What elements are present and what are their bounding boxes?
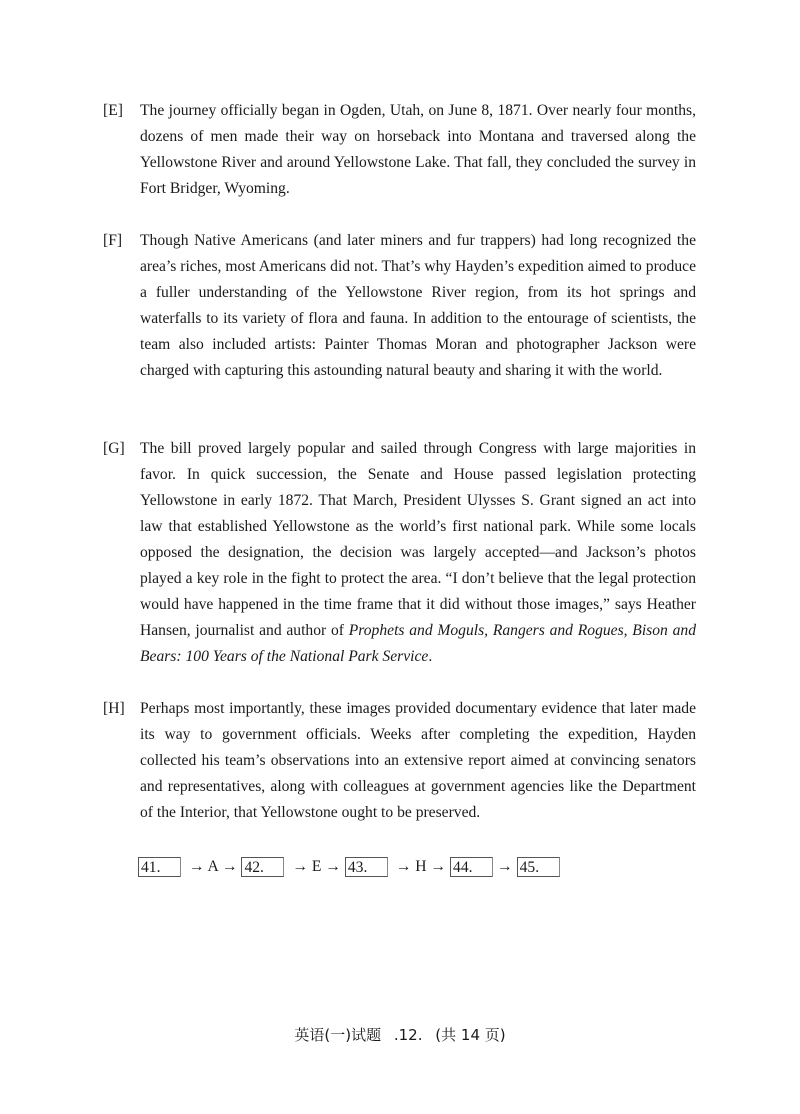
paragraph-text: The journey officially began in Ogden, Utah, on June 8, 1871. Over nearly four months, dozens of men made their way on horseback into Montana and traversed along the Yellowstone River and around Yellowstone Lake. That fall, they concluded the survey in Fort Bridger, Wyoming. <box>140 102 696 197</box>
sequence-separator: → A → <box>185 858 238 875</box>
paragraph-f <box>103 228 696 384</box>
paragraph-label: [F] <box>103 232 123 249</box>
answer-box-41[interactable]: 41. <box>138 857 181 877</box>
sequence-separator: → E → <box>288 858 341 875</box>
paragraph-label: [E] <box>103 102 123 119</box>
answer-box-44[interactable]: 44. <box>450 857 493 877</box>
paragraph-text: Perhaps most importantly, these images provided documentary evidence that later made its way to government officials. Weeks after completing the expedition, Hayden collected his team’s observations into an extensive report aimed at convincing senators and representatives, along with colleagues at government agencies like the Department of the Interior, that Yellowstone ought to be preserved. <box>140 700 696 821</box>
book-title: Prophets and Moguls, Rangers and Rogues, Bison and Bears: 100 Years of the National Park Service <box>140 622 696 665</box>
footer-total-pages: (共 14 页) <box>435 1026 506 1044</box>
paragraph-g <box>103 436 696 670</box>
answer-box-42[interactable]: 42. <box>241 857 284 877</box>
answer-box-45[interactable]: 45. <box>517 857 560 877</box>
sequence-separator: → H → <box>391 858 447 875</box>
paragraph-text <box>140 436 696 670</box>
sequence-separator: → <box>497 858 513 875</box>
paragraph-label: [G] <box>103 440 125 457</box>
paragraph-h <box>103 696 696 826</box>
footer-page-number: .12. <box>393 1026 423 1044</box>
paragraph-e <box>103 98 696 202</box>
paragraph-end: . <box>428 648 433 665</box>
paragraph-body: The bill proved largely popular and sailed through Congress with large majorities in favor. In quick succession, the Senate and House passed legislation protecting Yellowstone in early 1872. That March, President Ulysses S. Grant signed an act into law that established Yellowstone as the world’s first national park. While some locals opposed the designation, the decision was largely accepted—and Jackson’s photos played a key role in the fight to protect the area. “I don’t believe that the legal protection would have happened in the time frame that it did without those images,” says Heather Hansen, journalist and author of <box>140 440 696 639</box>
answer-sequence <box>138 856 560 878</box>
paragraph-text: Though Native Americans (and later miners and fur trappers) had long recognized the area’s riches, most Americans did not. That’s why Hayden’s expedition aimed to produce a fuller understanding of the Yellowstone River region, from its hot springs and waterfalls to its variety of flora and fauna. In addition to the entourage of scientists, the team also included artists: Painter Thomas Moran and photographer Jackson were charged with capturing this astounding natural beauty and sharing it with the world. <box>140 232 696 379</box>
footer-subject: 英语(一)试题 <box>294 1026 382 1044</box>
page-footer <box>0 1024 800 1045</box>
answer-box-43[interactable]: 43. <box>345 857 388 877</box>
paragraph-label: [H] <box>103 700 125 717</box>
